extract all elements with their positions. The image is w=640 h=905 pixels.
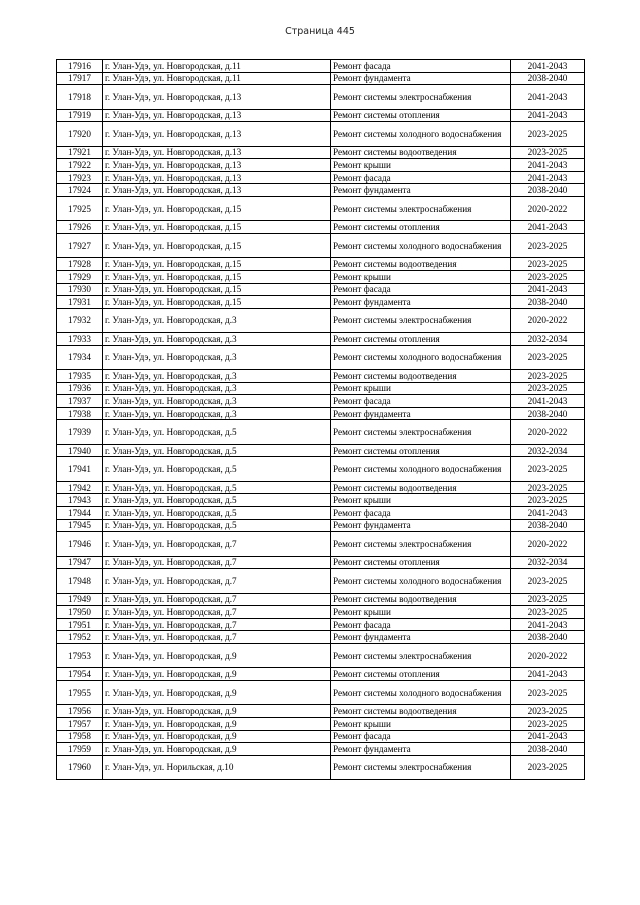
- period-cell: 2038-2040: [511, 184, 585, 197]
- table-row: [57, 184, 585, 197]
- table-row: [57, 556, 585, 569]
- address-cell: г. Улан-Удэ, ул. Новгородская, д.11: [103, 72, 331, 85]
- period-cell: 2041-2043: [511, 85, 585, 109]
- period-cell: 2023-2025: [511, 258, 585, 271]
- work-type-cell: Ремонт системы отопления: [331, 668, 511, 681]
- works-table: [56, 59, 585, 780]
- row-number-cell: 17921: [57, 146, 103, 159]
- row-number-cell: 17956: [57, 705, 103, 718]
- table-row: [57, 283, 585, 296]
- address-cell: г. Улан-Удэ, ул. Новгородская, д.3: [103, 308, 331, 332]
- row-number-cell: 17929: [57, 270, 103, 283]
- page-title: Страница 445: [285, 26, 355, 37]
- row-number-cell: 17925: [57, 196, 103, 220]
- address-cell: г. Улан-Удэ, ул. Новгородская, д.7: [103, 556, 331, 569]
- table-row: [57, 258, 585, 271]
- row-number-cell: 17949: [57, 593, 103, 606]
- work-type-cell: Ремонт системы водоотведения: [331, 481, 511, 494]
- work-type-cell: Ремонт системы холодного водоснабжения: [331, 122, 511, 146]
- row-number-cell: 17916: [57, 60, 103, 73]
- work-type-cell: Ремонт системы водоотведения: [331, 258, 511, 271]
- table-row: [57, 420, 585, 444]
- period-cell: 2041-2043: [511, 60, 585, 73]
- table-row: [57, 345, 585, 369]
- table-row: [57, 532, 585, 556]
- address-cell: г. Улан-Удэ, ул. Новгородская, д.15: [103, 270, 331, 283]
- row-number-cell: 17932: [57, 308, 103, 332]
- work-type-cell: Ремонт системы отопления: [331, 221, 511, 234]
- row-number-cell: 17944: [57, 507, 103, 520]
- table-row: [57, 146, 585, 159]
- table-row: [57, 122, 585, 146]
- table-row: [57, 382, 585, 395]
- address-cell: г. Улан-Удэ, ул. Новгородская, д.7: [103, 631, 331, 644]
- address-cell: г. Улан-Удэ, ул. Новгородская, д.5: [103, 481, 331, 494]
- row-number-cell: 17936: [57, 382, 103, 395]
- table-row: [57, 171, 585, 184]
- row-number-cell: 17928: [57, 258, 103, 271]
- address-cell: г. Улан-Удэ, ул. Новгородская, д.3: [103, 395, 331, 408]
- table-row: [57, 593, 585, 606]
- table-row: [57, 668, 585, 681]
- period-cell: 2023-2025: [511, 457, 585, 481]
- address-cell: г. Улан-Удэ, ул. Новгородская, д.7: [103, 569, 331, 593]
- period-cell: 2041-2043: [511, 507, 585, 520]
- address-cell: г. Улан-Удэ, ул. Новгородская, д.15: [103, 233, 331, 257]
- row-number-cell: 17950: [57, 606, 103, 619]
- table-row: [57, 717, 585, 730]
- address-cell: г. Улан-Удэ, ул. Новгородская, д.5: [103, 420, 331, 444]
- period-cell: 2020-2022: [511, 196, 585, 220]
- table-row: [57, 370, 585, 383]
- table-row: [57, 680, 585, 704]
- work-type-cell: Ремонт крыши: [331, 606, 511, 619]
- table-row: [57, 643, 585, 667]
- row-number-cell: 17933: [57, 333, 103, 346]
- address-cell: г. Улан-Удэ, ул. Норильская, д.10: [103, 755, 331, 779]
- work-type-cell: Ремонт системы электроснабжения: [331, 532, 511, 556]
- table-row: [57, 308, 585, 332]
- table-row: [57, 494, 585, 507]
- row-number-cell: 17943: [57, 494, 103, 507]
- work-type-cell: Ремонт системы холодного водоснабжения: [331, 680, 511, 704]
- row-number-cell: 17938: [57, 407, 103, 420]
- work-type-cell: Ремонт системы холодного водоснабжения: [331, 233, 511, 257]
- table-row: [57, 407, 585, 420]
- address-cell: г. Улан-Удэ, ул. Новгородская, д.13: [103, 146, 331, 159]
- table-row: [57, 618, 585, 631]
- row-number-cell: 17945: [57, 519, 103, 532]
- period-cell: 2023-2025: [511, 122, 585, 146]
- work-type-cell: Ремонт фасада: [331, 60, 511, 73]
- period-cell: 2023-2025: [511, 680, 585, 704]
- period-cell: 2020-2022: [511, 308, 585, 332]
- period-cell: 2020-2022: [511, 420, 585, 444]
- address-cell: г. Улан-Удэ, ул. Новгородская, д.7: [103, 606, 331, 619]
- work-type-cell: Ремонт системы электроснабжения: [331, 755, 511, 779]
- address-cell: г. Улан-Удэ, ул. Новгородская, д.3: [103, 382, 331, 395]
- address-cell: г. Улан-Удэ, ул. Новгородская, д.5: [103, 444, 331, 457]
- row-number-cell: 17953: [57, 643, 103, 667]
- period-cell: 2023-2025: [511, 233, 585, 257]
- address-cell: г. Улан-Удэ, ул. Новгородская, д.9: [103, 717, 331, 730]
- period-cell: 2038-2040: [511, 407, 585, 420]
- work-type-cell: Ремонт фасада: [331, 730, 511, 743]
- table-row: [57, 519, 585, 532]
- period-cell: 2023-2025: [511, 606, 585, 619]
- address-cell: г. Улан-Удэ, ул. Новгородская, д.15: [103, 221, 331, 234]
- table-row: [57, 270, 585, 283]
- work-type-cell: Ремонт фасада: [331, 171, 511, 184]
- period-cell: 2023-2025: [511, 593, 585, 606]
- row-number-cell: 17926: [57, 221, 103, 234]
- table-row: [57, 109, 585, 122]
- table-row: [57, 85, 585, 109]
- address-cell: г. Улан-Удэ, ул. Новгородская, д.9: [103, 743, 331, 756]
- period-cell: 2023-2025: [511, 270, 585, 283]
- table-row: [57, 159, 585, 172]
- row-number-cell: 17937: [57, 395, 103, 408]
- address-cell: г. Улан-Удэ, ул. Новгородская, д.13: [103, 85, 331, 109]
- row-number-cell: 17924: [57, 184, 103, 197]
- table-row: [57, 333, 585, 346]
- period-cell: 2023-2025: [511, 345, 585, 369]
- table-row: [57, 730, 585, 743]
- work-type-cell: Ремонт системы электроснабжения: [331, 85, 511, 109]
- table-row: [57, 705, 585, 718]
- work-type-cell: Ремонт фундамента: [331, 631, 511, 644]
- address-cell: г. Улан-Удэ, ул. Новгородская, д.7: [103, 532, 331, 556]
- row-number-cell: 17946: [57, 532, 103, 556]
- address-cell: г. Улан-Удэ, ул. Новгородская, д.9: [103, 668, 331, 681]
- work-type-cell: Ремонт системы холодного водоснабжения: [331, 457, 511, 481]
- work-type-cell: Ремонт системы холодного водоснабжения: [331, 569, 511, 593]
- period-cell: 2038-2040: [511, 743, 585, 756]
- address-cell: г. Улан-Удэ, ул. Новгородская, д.15: [103, 196, 331, 220]
- address-cell: г. Улан-Удэ, ул. Новгородская, д.13: [103, 159, 331, 172]
- row-number-cell: 17952: [57, 631, 103, 644]
- period-cell: 2023-2025: [511, 569, 585, 593]
- period-cell: 2041-2043: [511, 171, 585, 184]
- table-row: [57, 444, 585, 457]
- period-cell: 2032-2034: [511, 333, 585, 346]
- table-row: [57, 606, 585, 619]
- address-cell: г. Улан-Удэ, ул. Новгородская, д.13: [103, 184, 331, 197]
- works-table-body: [57, 60, 585, 780]
- address-cell: г. Улан-Удэ, ул. Новгородская, д.9: [103, 643, 331, 667]
- period-cell: 2020-2022: [511, 532, 585, 556]
- row-number-cell: 17954: [57, 668, 103, 681]
- work-type-cell: Ремонт системы отопления: [331, 333, 511, 346]
- row-number-cell: 17948: [57, 569, 103, 593]
- work-type-cell: Ремонт системы электроснабжения: [331, 196, 511, 220]
- address-cell: г. Улан-Удэ, ул. Новгородская, д.3: [103, 345, 331, 369]
- work-type-cell: Ремонт системы отопления: [331, 444, 511, 457]
- row-number-cell: 17957: [57, 717, 103, 730]
- period-cell: 2038-2040: [511, 519, 585, 532]
- period-cell: 2041-2043: [511, 283, 585, 296]
- address-cell: г. Улан-Удэ, ул. Новгородская, д.13: [103, 109, 331, 122]
- table-row: [57, 481, 585, 494]
- row-number-cell: 17917: [57, 72, 103, 85]
- table-row: [57, 507, 585, 520]
- work-type-cell: Ремонт фундамента: [331, 519, 511, 532]
- address-cell: г. Улан-Удэ, ул. Новгородская, д.5: [103, 507, 331, 520]
- period-cell: 2041-2043: [511, 395, 585, 408]
- period-cell: 2020-2022: [511, 643, 585, 667]
- address-cell: г. Улан-Удэ, ул. Новгородская, д.5: [103, 494, 331, 507]
- period-cell: 2023-2025: [511, 146, 585, 159]
- work-type-cell: Ремонт фундамента: [331, 407, 511, 420]
- work-type-cell: Ремонт фасада: [331, 283, 511, 296]
- row-number-cell: 17947: [57, 556, 103, 569]
- address-cell: г. Улан-Удэ, ул. Новгородская, д.9: [103, 705, 331, 718]
- period-cell: 2041-2043: [511, 730, 585, 743]
- table-row: [57, 233, 585, 257]
- period-cell: 2023-2025: [511, 717, 585, 730]
- period-cell: 2041-2043: [511, 668, 585, 681]
- address-cell: г. Улан-Удэ, ул. Новгородская, д.15: [103, 296, 331, 309]
- row-number-cell: 17959: [57, 743, 103, 756]
- table-row: [57, 457, 585, 481]
- address-cell: г. Улан-Удэ, ул. Новгородская, д.15: [103, 258, 331, 271]
- row-number-cell: 17942: [57, 481, 103, 494]
- period-cell: 2023-2025: [511, 494, 585, 507]
- work-type-cell: Ремонт крыши: [331, 159, 511, 172]
- work-type-cell: Ремонт системы водоотведения: [331, 705, 511, 718]
- period-cell: 2023-2025: [511, 705, 585, 718]
- row-number-cell: 17922: [57, 159, 103, 172]
- work-type-cell: Ремонт системы водоотведения: [331, 370, 511, 383]
- table-row: [57, 743, 585, 756]
- period-cell: 2041-2043: [511, 109, 585, 122]
- work-type-cell: Ремонт фасада: [331, 395, 511, 408]
- row-number-cell: 17934: [57, 345, 103, 369]
- period-cell: 2038-2040: [511, 631, 585, 644]
- table-row: [57, 221, 585, 234]
- row-number-cell: 17918: [57, 85, 103, 109]
- table-row: [57, 72, 585, 85]
- row-number-cell: 17955: [57, 680, 103, 704]
- work-type-cell: Ремонт фундамента: [331, 72, 511, 85]
- row-number-cell: 17941: [57, 457, 103, 481]
- table-row: [57, 755, 585, 779]
- work-type-cell: Ремонт системы электроснабжения: [331, 420, 511, 444]
- work-type-cell: Ремонт системы электроснабжения: [331, 308, 511, 332]
- row-number-cell: 17960: [57, 755, 103, 779]
- address-cell: г. Улан-Удэ, ул. Новгородская, д.9: [103, 680, 331, 704]
- row-number-cell: 17931: [57, 296, 103, 309]
- period-cell: 2023-2025: [511, 755, 585, 779]
- work-type-cell: Ремонт фундамента: [331, 296, 511, 309]
- row-number-cell: 17927: [57, 233, 103, 257]
- row-number-cell: 17939: [57, 420, 103, 444]
- address-cell: г. Улан-Удэ, ул. Новгородская, д.9: [103, 730, 331, 743]
- row-number-cell: 17920: [57, 122, 103, 146]
- table-row: [57, 631, 585, 644]
- row-number-cell: 17935: [57, 370, 103, 383]
- period-cell: 2041-2043: [511, 618, 585, 631]
- work-type-cell: Ремонт крыши: [331, 494, 511, 507]
- row-number-cell: 17951: [57, 618, 103, 631]
- address-cell: г. Улан-Удэ, ул. Новгородская, д.11: [103, 60, 331, 73]
- work-type-cell: Ремонт системы отопления: [331, 556, 511, 569]
- work-type-cell: Ремонт фасада: [331, 507, 511, 520]
- address-cell: г. Улан-Удэ, ул. Новгородская, д.7: [103, 593, 331, 606]
- work-type-cell: Ремонт системы водоотведения: [331, 593, 511, 606]
- address-cell: г. Улан-Удэ, ул. Новгородская, д.13: [103, 171, 331, 184]
- period-cell: 2032-2034: [511, 556, 585, 569]
- table-row: [57, 569, 585, 593]
- period-cell: 2041-2043: [511, 221, 585, 234]
- work-type-cell: Ремонт системы отопления: [331, 109, 511, 122]
- work-type-cell: Ремонт системы электроснабжения: [331, 643, 511, 667]
- address-cell: г. Улан-Удэ, ул. Новгородская, д.5: [103, 457, 331, 481]
- period-cell: 2023-2025: [511, 382, 585, 395]
- address-cell: г. Улан-Удэ, ул. Новгородская, д.3: [103, 333, 331, 346]
- work-type-cell: Ремонт крыши: [331, 717, 511, 730]
- row-number-cell: 17940: [57, 444, 103, 457]
- work-type-cell: Ремонт фундамента: [331, 743, 511, 756]
- row-number-cell: 17923: [57, 171, 103, 184]
- period-cell: 2032-2034: [511, 444, 585, 457]
- address-cell: г. Улан-Удэ, ул. Новгородская, д.15: [103, 283, 331, 296]
- period-cell: 2038-2040: [511, 72, 585, 85]
- table-row: [57, 60, 585, 73]
- work-type-cell: Ремонт фасада: [331, 618, 511, 631]
- period-cell: 2023-2025: [511, 481, 585, 494]
- work-type-cell: Ремонт системы водоотведения: [331, 146, 511, 159]
- row-number-cell: 17919: [57, 109, 103, 122]
- table-row: [57, 296, 585, 309]
- address-cell: г. Улан-Удэ, ул. Новгородская, д.5: [103, 519, 331, 532]
- address-cell: г. Улан-Удэ, ул. Новгородская, д.3: [103, 370, 331, 383]
- period-cell: 2041-2043: [511, 159, 585, 172]
- row-number-cell: 17930: [57, 283, 103, 296]
- table-row: [57, 196, 585, 220]
- period-cell: 2023-2025: [511, 370, 585, 383]
- row-number-cell: 17958: [57, 730, 103, 743]
- period-cell: 2038-2040: [511, 296, 585, 309]
- work-type-cell: Ремонт системы холодного водоснабжения: [331, 345, 511, 369]
- address-cell: г. Улан-Удэ, ул. Новгородская, д.7: [103, 618, 331, 631]
- work-type-cell: Ремонт фундамента: [331, 184, 511, 197]
- work-type-cell: Ремонт крыши: [331, 270, 511, 283]
- work-type-cell: Ремонт крыши: [331, 382, 511, 395]
- address-cell: г. Улан-Удэ, ул. Новгородская, д.13: [103, 122, 331, 146]
- table-row: [57, 395, 585, 408]
- address-cell: г. Улан-Удэ, ул. Новгородская, д.3: [103, 407, 331, 420]
